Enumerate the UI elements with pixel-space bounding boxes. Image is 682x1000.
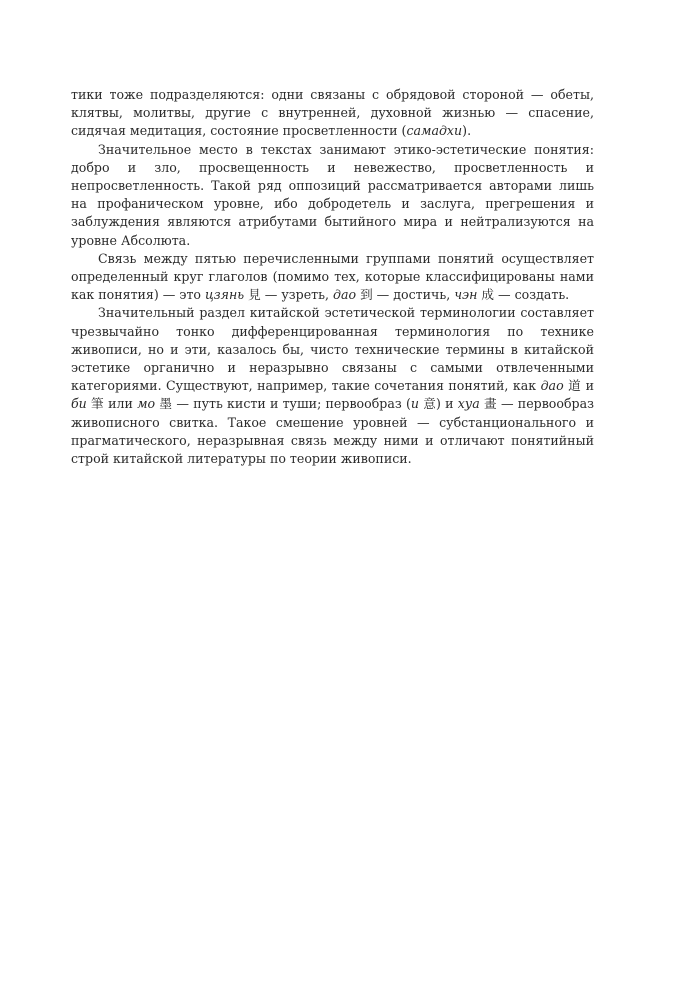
text-run: Связь между пятью перечисленными группами понятий осуществляет определенный круг глаголов (помимо тех, которые классифицированы нами как понятия) — это	[71, 250, 594, 303]
italic-term: и	[410, 396, 419, 412]
text-run: Значительный раздел китайской эстетической терминологии составляет чрезвычайно тонко дифференцированная терминология по технике живописи, но и эти, казалось бы, чисто технические термины в китайской эстетике органично и неразрывно связаны с самыми отвлеченными категориями. Существуют, например, такие сочетания понятий, как	[71, 305, 594, 394]
text-run: ).	[462, 123, 472, 139]
paragraph	[71, 141, 594, 250]
italic-term: хуа	[457, 396, 480, 412]
text-run: 到 — достичь,	[356, 287, 455, 303]
italic-term: би	[71, 396, 87, 412]
italic-term: чэн	[454, 287, 478, 303]
italic-term: самадхи	[406, 123, 463, 139]
italic-term: дао	[332, 287, 357, 303]
italic-term: цзянь	[205, 287, 245, 303]
body-text	[71, 86, 594, 468]
text-run: Значительное место в текстах занимают этико-эстетические понятия: добро и зло, просвещенность и невежество, просветленность и непросветленность. Такой ряд оппозиций рассматривается авторами лишь на профаническом уровне, ибо добродетель и заслуга, прегрешения и заблуждения являются атрибутами бытийного мира и нейтрализуются на уровне Абсолюта.	[71, 141, 594, 248]
paragraph	[71, 304, 594, 468]
text-run: 成 — создать.	[477, 287, 570, 303]
paragraph	[71, 250, 594, 305]
text-run: 道 и	[563, 378, 594, 394]
text-run: 墨 — путь кисти и туши; первообраз (	[155, 396, 411, 412]
italic-term: мо	[137, 396, 156, 412]
italic-term: дао	[540, 378, 564, 394]
text-run: 畫 — первообраз живописного свитка. Такое смешение уровней — субстанционального и прагматического, неразрывная связь между ними и отличают понятийный строй китайской литературы по теории живописи.	[71, 396, 594, 467]
text-run: 意) и	[418, 396, 458, 412]
paragraph	[71, 86, 594, 141]
text-run: тики тоже подразделяются: одни связаны с обрядовой стороной — обеты, клятвы, молитвы, другие с внутренней, духовной жизнью — спасение, сидячая медитация, состояние просветленности (	[71, 87, 594, 139]
text-run: 見 — узреть,	[244, 287, 333, 303]
text-run: 筆 или	[86, 396, 138, 412]
